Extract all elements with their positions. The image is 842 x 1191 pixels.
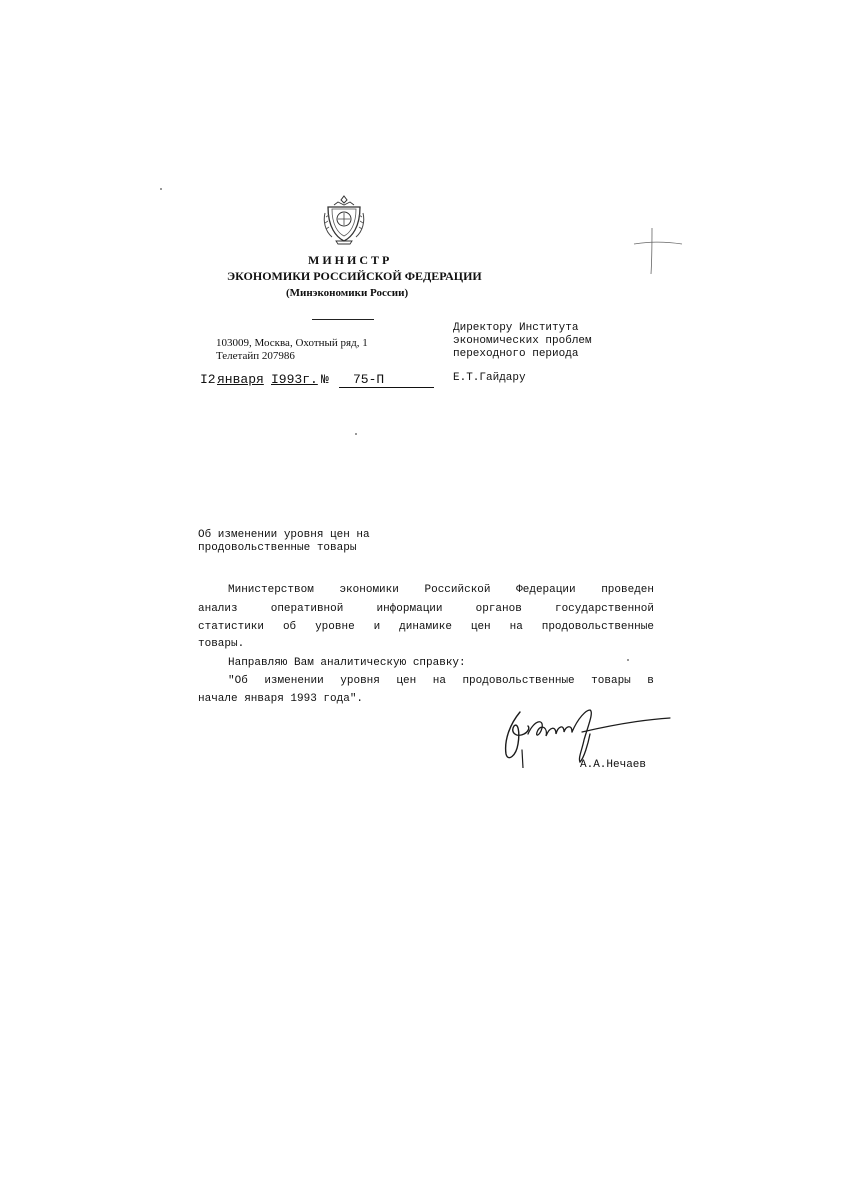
date-year: I993г. bbox=[271, 372, 318, 387]
word: оперативной bbox=[270, 603, 344, 615]
body-line: Направляю Вам аналитическую справку: bbox=[228, 657, 466, 669]
letterhead-organization: ЭКОНОМИКИ РОССИЙСКОЙ ФЕДЕРАЦИИ bbox=[227, 269, 482, 283]
word: уровня bbox=[340, 675, 380, 687]
body-line bbox=[228, 584, 654, 596]
date-number-line bbox=[200, 372, 434, 389]
recipient-line: переходного периода bbox=[453, 348, 579, 360]
word: анализ bbox=[198, 603, 238, 615]
number-underline bbox=[339, 387, 434, 388]
body-line: начале января 1993 года". bbox=[198, 693, 364, 705]
word: товары bbox=[591, 675, 631, 687]
document-number: 75-П bbox=[353, 372, 385, 387]
scan-speck bbox=[160, 188, 162, 190]
signer-name: А.А.Нечаев bbox=[580, 759, 647, 771]
teletype-line: Телетайп 207986 bbox=[216, 350, 295, 362]
word: уровне bbox=[315, 621, 355, 633]
letterhead-title: МИНИСТР bbox=[308, 253, 393, 267]
word: цен bbox=[470, 621, 491, 633]
word: динамике bbox=[399, 621, 452, 633]
scan-speck bbox=[627, 659, 629, 661]
pencil-cross-mark bbox=[632, 224, 684, 276]
word: статистики bbox=[198, 621, 265, 633]
word: Министерством bbox=[228, 584, 314, 596]
word: на bbox=[509, 621, 523, 633]
letterhead-divider bbox=[312, 319, 374, 320]
body-line bbox=[198, 621, 654, 633]
date-day: I2 bbox=[200, 372, 216, 387]
word: изменении bbox=[264, 675, 324, 687]
word: цен bbox=[396, 675, 417, 687]
subject-line: Об изменении уровня цен на bbox=[198, 529, 370, 541]
word: об bbox=[282, 621, 297, 633]
word: "Об bbox=[228, 675, 248, 687]
date-month: января bbox=[217, 372, 264, 387]
recipient-line: Директору Института bbox=[453, 322, 579, 334]
word: продовольственные bbox=[541, 621, 654, 633]
word: органов bbox=[475, 603, 522, 615]
number-label: № bbox=[321, 372, 329, 387]
word: на bbox=[432, 675, 446, 687]
subject-line: продовольственные товары bbox=[198, 542, 357, 554]
word: Федерации bbox=[516, 584, 576, 596]
word: и bbox=[373, 621, 381, 633]
scan-speck bbox=[355, 433, 357, 435]
word: информации bbox=[376, 603, 443, 615]
letterhead-short-name: (Минэкономики России) bbox=[286, 287, 409, 299]
body-line: товары. bbox=[198, 638, 245, 650]
word: проведен bbox=[601, 584, 654, 596]
word: экономики bbox=[339, 584, 399, 596]
body-line bbox=[198, 603, 654, 615]
body-line bbox=[228, 675, 654, 687]
coat-of-arms-emblem-icon bbox=[320, 193, 368, 245]
address-line: 103009, Москва, Охотный ряд, 1 bbox=[216, 337, 368, 349]
word: в bbox=[647, 675, 654, 687]
recipient-name: Е.Т.Гайдару bbox=[453, 372, 526, 384]
word: Российской bbox=[424, 584, 491, 596]
recipient-line: экономических проблем bbox=[453, 335, 592, 347]
word: государственной bbox=[554, 603, 654, 615]
word: продовольственные bbox=[462, 675, 575, 687]
